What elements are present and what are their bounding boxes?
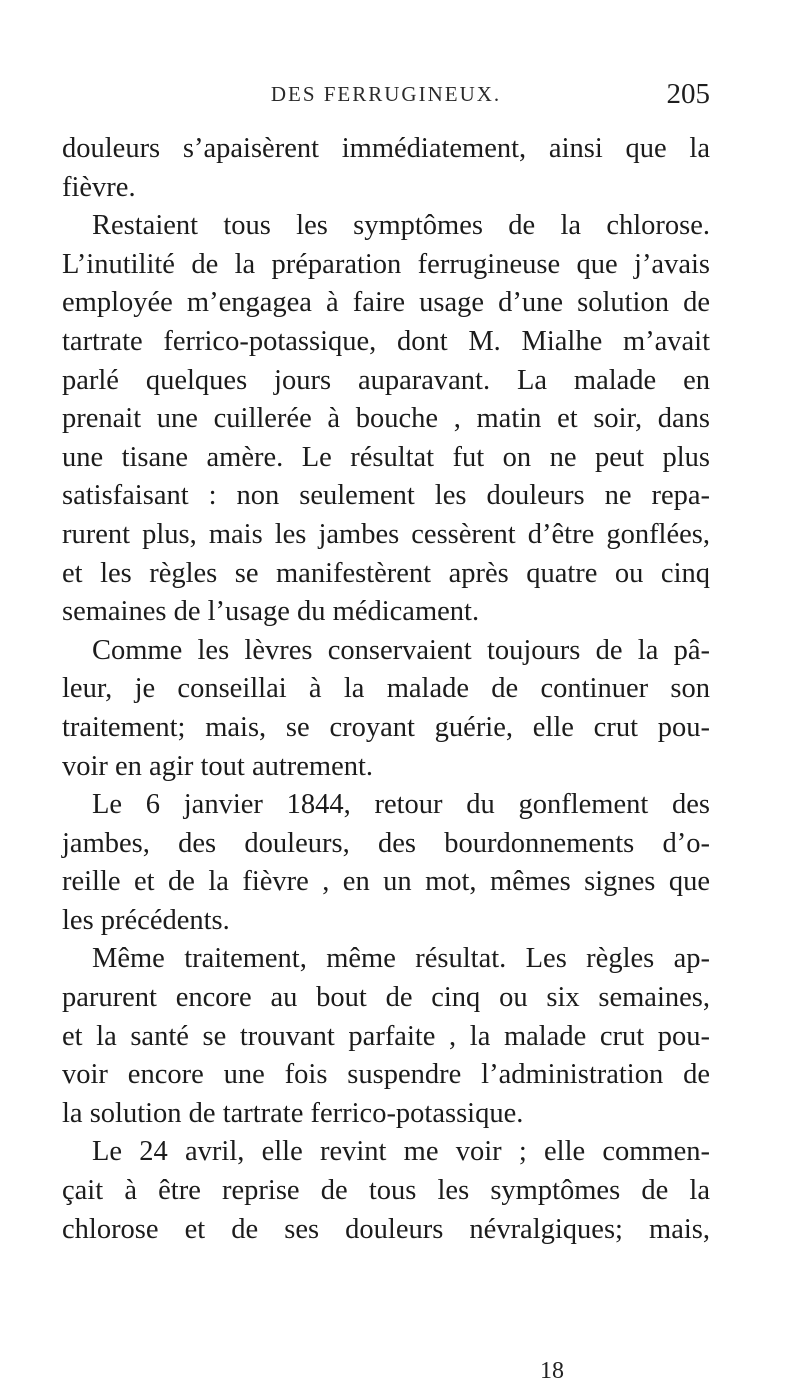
text-line: prenait une cuillerée à bouche , matin et soir, dans <box>62 403 710 435</box>
text-line: semaines de l’usage du médicament. <box>62 596 480 628</box>
page-number: 205 <box>666 78 710 110</box>
text-line: une tisane amère. Le résultat fut on ne peut plus <box>62 441 710 473</box>
text-line: parlé quelques jours auparavant. La malade en <box>62 364 710 396</box>
text-line: la solution de tartrate ferrico-potassique. <box>62 1097 524 1129</box>
text-line: fièvre. <box>62 171 136 203</box>
text-line: Comme les lèvres conservaient toujours de la pâ- <box>92 634 710 666</box>
text-line: satisfaisant : non seulement les douleurs ne repa- <box>62 480 710 512</box>
text-line: tartrate ferrico-potassique, dont M. Mialhe m’avait <box>62 325 710 357</box>
body-text <box>62 130 710 1249</box>
text-line: et les règles se manifestèrent après quatre ou cinq <box>62 557 710 589</box>
text-line: douleurs s’apaisèrent immédiatement, ainsi que la <box>62 133 710 164</box>
text-line: leur, je conseillai à la malade de continuer son <box>62 673 710 705</box>
text-line: rurent plus, mais les jambes cessèrent d’être gonflées, <box>62 518 710 550</box>
text-line: parurent encore au bout de cinq ou six semaines, <box>62 982 710 1014</box>
text-line: Restaient tous les symptômes de la chlorose. <box>92 210 710 242</box>
text-line: employée m’engagea à faire usage d’une solution de <box>62 287 710 319</box>
text-line: voir en agir tout autrement. <box>62 750 374 782</box>
text-line: les précédents. <box>62 904 230 936</box>
text-line: Même traitement, même résultat. Les règles ap- <box>92 943 710 975</box>
text-line: voir encore une fois suspendre l’administration de <box>62 1059 710 1091</box>
running-title: DES FERRUGINEUX. <box>270 82 502 106</box>
text-line: chlorose et de ses douleurs névralgiques; mais, <box>62 1213 710 1245</box>
text-line: traitement; mais, se croyant guérie, elle crut pou- <box>62 711 710 743</box>
text-line: jambes, des douleurs, des bourdonnements d’o- <box>62 827 710 859</box>
text-line: reille et de la fièvre , en un mot, mêmes signes que <box>62 866 710 898</box>
running-head <box>62 78 710 114</box>
text-line: çait à être reprise de tous les symptômes de la <box>62 1175 710 1207</box>
signature-mark: 18 <box>540 1358 564 1384</box>
text-line: Le 6 janvier 1844, retour du gonflement des <box>92 789 710 821</box>
text-line: Le 24 avril, elle revint me voir ; elle commen- <box>92 1136 710 1168</box>
text-line: et la santé se trouvant parfaite , la malade crut pou- <box>62 1020 710 1052</box>
text-line: L’inutilité de la préparation ferrugineuse que j’avais <box>62 248 710 280</box>
